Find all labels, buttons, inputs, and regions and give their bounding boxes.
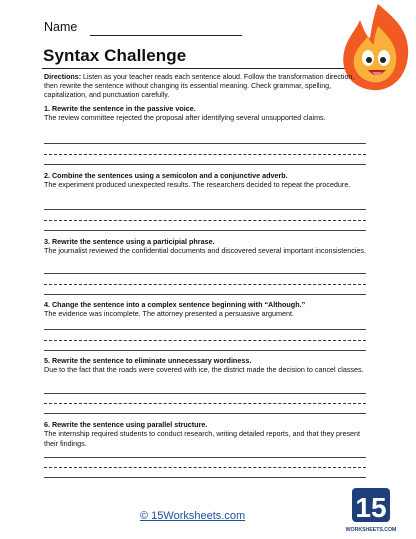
- directions-text: Listen as your teacher reads each sentence aloud. Follow the transformation direction, then rewrite the sentence without changing its essential meaning. Check grammar, spelling, capitalization, and punctuation carefully.: [44, 73, 355, 99]
- logo-text: WORKSHEETS.COM: [345, 527, 397, 533]
- answer-line[interactable]: [44, 143, 366, 144]
- question-sentence: The internship required students to conduct research, writing detailed reports, and that they present their findings.: [44, 429, 361, 448]
- answer-guide-line: [44, 220, 366, 221]
- answer-line[interactable]: [44, 413, 366, 414]
- question-title: 2. Combine the sentences using a semicolon and a conjunctive adverb.: [44, 171, 288, 180]
- directions: [44, 73, 364, 100]
- question-sentence: The experiment produced unexpected results. The researchers decided to repeat the procedure.: [44, 180, 351, 190]
- question-sentence: Due to the fact that the roads were covered with ice, the district made the decision to cancel classes.: [44, 365, 364, 375]
- question-title: 1. Rewrite the sentence in the passive voice.: [44, 104, 196, 113]
- question-2: [44, 171, 366, 190]
- answer-guide-line: [44, 154, 366, 155]
- answer-guide-line: [44, 284, 366, 285]
- question-title: 3. Rewrite the sentence using a participial phrase.: [44, 237, 215, 246]
- question-6: [44, 420, 366, 448]
- logo-number: 15: [355, 492, 387, 523]
- question-1: [44, 104, 366, 123]
- question-3: [44, 237, 366, 256]
- answer-line[interactable]: [44, 294, 366, 295]
- question-sentence: The journalist reviewed the confidential documents and discovered several important inconsistencies.: [44, 246, 367, 256]
- answer-line[interactable]: [44, 230, 366, 231]
- answer-line[interactable]: [44, 457, 366, 458]
- question-sentence: The evidence was incomplete. The attorney presented a persuasive argument.: [44, 309, 294, 319]
- answer-guide-line: [44, 467, 366, 468]
- question-sentence: The review committee rejected the proposal after identifying several unsupported claims.: [44, 113, 326, 123]
- question-4: [44, 300, 366, 319]
- answer-line[interactable]: [44, 164, 366, 165]
- footer-copyright-link[interactable]: © 15Worksheets.com: [140, 510, 246, 522]
- answer-line[interactable]: [44, 393, 366, 394]
- name-label: Name: [44, 20, 78, 34]
- question-5: [44, 356, 366, 375]
- question-title: 4. Change the sentence into a complex sentence beginning with “Although.”: [44, 300, 306, 309]
- question-title: 5. Rewrite the sentence to eliminate unnecessary wordiness.: [44, 356, 252, 365]
- answer-line[interactable]: [44, 350, 366, 351]
- name-write-line[interactable]: [90, 35, 242, 36]
- 15worksheets-logo-icon: [345, 486, 397, 534]
- title-divider: [42, 68, 374, 69]
- answer-line[interactable]: [44, 209, 366, 210]
- answer-line[interactable]: [44, 329, 366, 330]
- question-title: 6. Rewrite the sentence using parallel structure.: [44, 420, 208, 429]
- answer-line[interactable]: [44, 273, 366, 274]
- page-title: Syntax Challenge: [43, 46, 187, 65]
- answer-guide-line: [44, 403, 366, 404]
- directions-label: Directions:: [44, 73, 82, 81]
- answer-line[interactable]: [44, 477, 366, 478]
- answer-guide-line: [44, 340, 366, 341]
